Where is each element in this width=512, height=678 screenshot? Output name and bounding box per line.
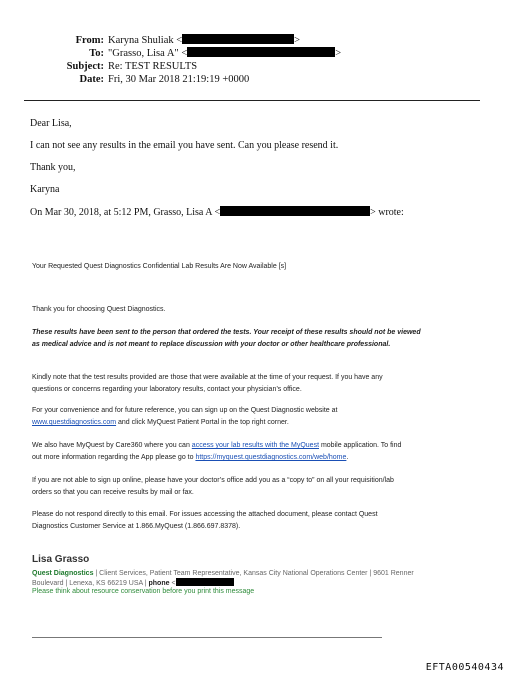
paragraph-4-line-2: orders so that you can receive results by mail or fax. — [32, 489, 194, 496]
signature-company: Quest Diagnostics — [32, 570, 94, 577]
redaction-bar — [187, 47, 335, 57]
redaction-bar — [176, 578, 234, 586]
document-id: EFTA00540434 — [425, 662, 504, 673]
header-divider — [24, 100, 480, 101]
from-row — [0, 34, 512, 47]
email-header — [0, 34, 512, 86]
reply-thanks: Thank you, — [30, 162, 76, 173]
paragraph-4-line-1: If you are not able to sign up online, please have your doctor’s office add you as a “copy to” on all your requisition/lab — [32, 477, 394, 484]
to-value: "Grasso, Lisa A" < > — [108, 48, 342, 59]
thanks-line: Thank you for choosing Quest Diagnostics. — [32, 306, 166, 313]
disclaimer-line-1: These results have been sent to the person that ordered the tests. Your receipt of these results should not be viewed — [32, 329, 421, 336]
subject-row — [0, 60, 512, 73]
from-label: From: — [75, 35, 104, 46]
bottom-divider — [32, 637, 382, 638]
redaction-bar — [220, 206, 370, 216]
quote-intro: On Mar 30, 2018, at 5:12 PM, Grasso, Lisa A < > wrote: — [30, 207, 404, 218]
signature-line-2: Boulevard | Lenexa, KS 66219 USA | phone < — [32, 578, 234, 589]
redaction-bar — [182, 34, 294, 44]
subject-label: Subject: — [66, 61, 104, 72]
paragraph-3-line-2: out more information regarding the App please go to https://myquest.questdiagnostics.com/web/home. — [32, 454, 349, 461]
date-row — [0, 73, 512, 86]
subject-value: Re: TEST RESULTS — [108, 61, 198, 72]
to-label: To: — [89, 48, 104, 59]
paragraph-5-line-1: Please do not respond directly to this email. For issues accessing the attached document, please contact Quest — [32, 511, 378, 518]
from-value: Karyna Shuliak < > — [108, 35, 301, 46]
banner-text: Your Requested Quest Diagnostics Confidential Lab Results Are Now Available [s] — [32, 263, 287, 270]
phone-label: phone — [148, 580, 170, 587]
myquest-app-link[interactable]: access your lab results with the MyQuest — [191, 442, 320, 449]
disclaimer-line-2: as medical advice and is not meant to replace discussion with your doctor or other healthcare professional. — [32, 341, 391, 348]
paragraph-1-line-1: Kindly note that the test results provided are those that were available at the time of your request. If you have any — [32, 374, 383, 381]
myquest-web-link[interactable]: https://myquest.questdiagnostics.com/web/home — [195, 454, 347, 461]
paragraph-3-line-1: We also have MyQuest by Care360 where you can access your lab results with the MyQuest mobile application. To find — [32, 442, 402, 449]
paragraph-5-line-2: Diagnostics Customer Service at 1.866.MyQuest (1.866.697.8378). — [32, 523, 241, 530]
paragraph-2-line-1: For your convenience and for future reference, you can sign up on the Quest Diagnostic website at — [32, 407, 338, 414]
paragraph-2-line-2: www.questdiagnostics.com and click MyQuest Patient Portal in the top right corner. — [32, 419, 289, 426]
date-label: Date: — [79, 74, 104, 85]
signature-line-1: Quest Diagnostics | Client Services, Patient Team Representative, Kansas City National Operations Center | 9601 Renner — [32, 570, 414, 577]
greeting: Dear Lisa, — [30, 118, 72, 129]
signature-name: Lisa Grasso — [32, 554, 90, 565]
conservation-note: Please think about resource conservation before you print this message — [32, 588, 255, 595]
date-value: Fri, 30 Mar 2018 21:19:19 +0000 — [108, 74, 250, 85]
paragraph-1-line-2: questions or concerns regarding your laboratory results, contact your physician’s office. — [32, 386, 302, 393]
quest-website-link[interactable]: www.questdiagnostics.com — [32, 419, 117, 426]
reply-signoff: Karyna — [30, 184, 60, 195]
reply-body: I can not see any results in the email you have sent. Can you please resend it. — [30, 140, 339, 151]
to-row — [0, 47, 512, 60]
